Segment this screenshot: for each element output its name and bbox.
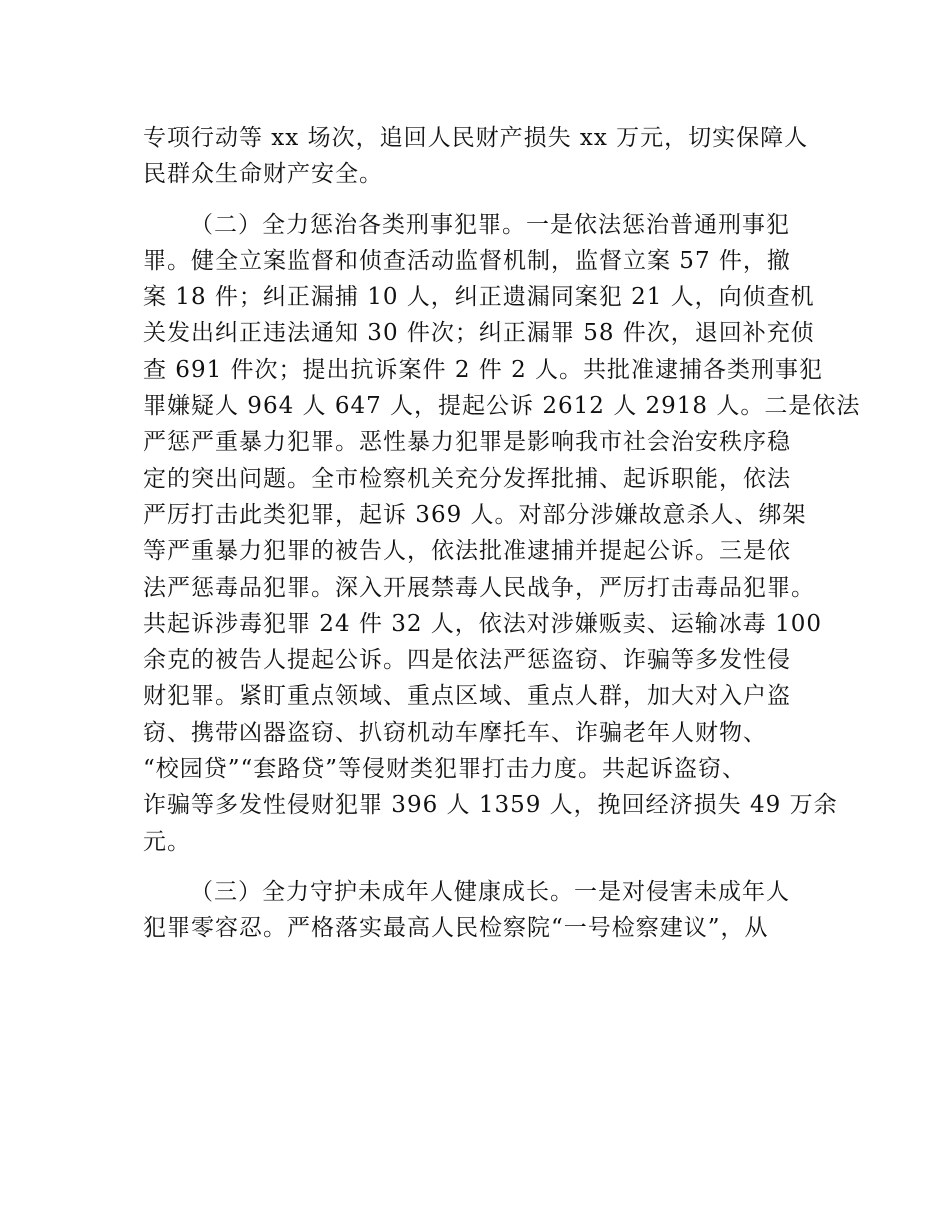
- text-line: 查 691 件次；提出抗诉案件 2 件 2 人。共批准逮捕各类刑事犯: [143, 356, 824, 383]
- text-line: 诈骗等多发性侵财犯罪 396 人 1359 人，挽回经济损失 49 万余: [143, 792, 838, 819]
- text-line: 严惩严重暴力犯罪。恶性暴力犯罪是影响我市社会治安秩序稳: [143, 429, 791, 456]
- text-line: 法严惩毒品犯罪。深入开展禁毒人民战争，严厉打击毒品犯罪。: [143, 574, 815, 601]
- text-line: （二）全力惩治各类刑事犯罪。一是依法惩治普通刑事犯: [190, 211, 790, 238]
- text-line: “校园贷”“套路贷”等侵财类犯罪打击力度。共起诉盗窃、: [143, 756, 747, 783]
- text-line: 窃、携带凶器盗窃、扒窃机动车摩托车、诈骗老年人财物、: [143, 719, 767, 746]
- paragraph-2: [143, 207, 861, 860]
- paragraph-spacer: [143, 193, 823, 207]
- text-line: 共起诉涉毒犯罪 24 件 32 人，依法对涉嫌贩卖、运输冰毒 100: [143, 610, 822, 637]
- text-line: 元。: [143, 828, 191, 855]
- paragraph-spacer: [143, 860, 823, 874]
- text-line: 余克的被告人提起公诉。四是依法严惩盗窃、诈骗等多发性侵: [143, 647, 791, 674]
- text-line: （三）全力守护未成年人健康成长。一是对侵害未成年人: [190, 878, 790, 905]
- text-line: 民群众生命财产安全。: [143, 161, 383, 188]
- text-line: 定的突出问题。全市检察机关充分发挥批捕、起诉职能，依法: [143, 465, 791, 492]
- text-line: 犯罪零容忍。严格落实最高人民检察院“一号检察建议”，从: [143, 915, 769, 942]
- document-body: [143, 120, 861, 947]
- text-line: 案 18 件；纠正漏捕 10 人，纠正遗漏同案犯 21 人，向侦查机: [143, 284, 815, 311]
- text-line: 财犯罪。紧盯重点领域、重点区域、重点人群，加大对入户盗: [143, 683, 791, 710]
- text-line: 关发出纠正违法通知 30 件次；纠正漏罪 58 件次，退回补充侦: [143, 320, 815, 347]
- paragraph-3: [143, 874, 823, 947]
- text-line: 专项行动等 xx 场次，追回人民财产损失 xx 万元，切实保障人: [143, 125, 809, 151]
- text-line: 罪嫌疑人 964 人 647 人，提起公诉 2612 人 2918 人。二是依法: [143, 393, 861, 420]
- text-line: 严厉打击此类犯罪，起诉 369 人。对部分涉嫌故意杀人、绑架: [143, 501, 807, 528]
- text-line: 等严重暴力犯罪的被告人，依法批准逮捕并提起公诉。三是依: [143, 538, 791, 565]
- paragraph-1: [143, 120, 823, 193]
- text-line: 罪。健全立案监督和侦查活动监督机制，监督立案 57 件，撤: [143, 247, 791, 274]
